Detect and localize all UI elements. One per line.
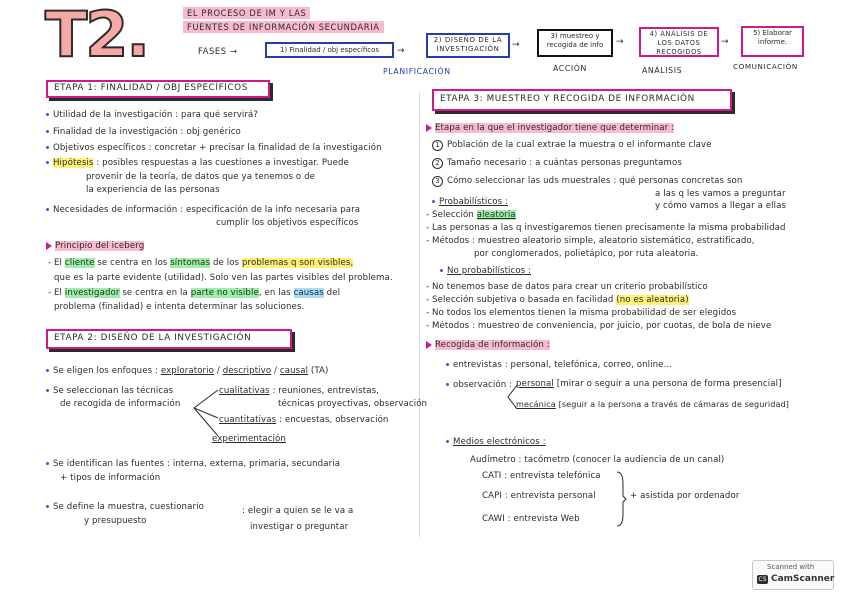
etapa1-hipotesis: Hipótesis : posibles respuestas a las cuestiones a investigar. Puede [46, 158, 349, 168]
etapa3-title: ETAPA 3: MUESTREO Y RECOGIDA DE INFORMACIÓN [432, 89, 732, 111]
etapa1-item-finalidad: Finalidad de la investigación : obj genérico [46, 127, 241, 137]
phase-caption-4: ANÁLISIS [642, 66, 683, 75]
etapa3-determinar: Etapa en la que el investigador tiene que determinar : [426, 123, 674, 133]
tecnica-cuantitativas: cuantitativas : encuestas, observación [219, 415, 389, 425]
prob-line3: - Métodos : muestreo aleatorio simple, aleatorio sistemático, estratificado, [426, 236, 755, 246]
phase-caption-3: ACCIÓN [553, 64, 587, 73]
iceberg-line2: que es la parte evidente (utilidad). Solo ven las partes visibles del problema. [54, 273, 393, 283]
phase-label-1: 1) Finalidad / obj específicos [279, 46, 380, 54]
etapa1-item-utilidad: Utilidad de la investigación : para qué servirá? [46, 110, 258, 120]
etapa2-muestra: Se define la muestra, cuestionario [46, 502, 204, 512]
phase-label-5: 5) Elaborar informe. [753, 29, 792, 46]
phase-box-3 [537, 29, 613, 57]
etapa3-num3: 3 Cómo seleccionar las uds muestrales : qué personas concretas son [432, 176, 742, 187]
noprob-line1: - No tenemos base de datos para crear un criterio probabilístico [426, 282, 708, 292]
noprob-line4: - Métodos : muestreo de conveniencia, por juicio, por cuotas, de bola de nieve [426, 321, 772, 331]
phase-caption-1: PLANIFICACIÓN [383, 67, 451, 76]
etapa2-title: ETAPA 2: DISEÑO DE LA INVESTIGACIÓN [46, 329, 292, 349]
etapa2-fuentes-line2: + tipos de información [60, 473, 161, 483]
phase-box-5 [741, 26, 804, 57]
medios-bracket [615, 470, 627, 528]
etapa2-tecnicas: Se seleccionan las técnicas [46, 386, 173, 396]
observacion-mecanica: mecánica [seguir a la persona a través de cámaras de seguridad] [516, 399, 790, 409]
camscanner-logo-icon: CS [758, 576, 767, 583]
phase-caption-5: COMUNICACIÓN [733, 62, 798, 71]
title-line-2: FUENTES DE INFORMACIÓN SECUNDARIA [183, 21, 384, 33]
camscanner-label: CamScanner [771, 574, 835, 584]
etapa1-necesidades-line2: cumplir los objetivos específicos [216, 218, 359, 228]
phase-box-1 [265, 42, 394, 58]
phase-label-2: 2) DISEÑO DE LA INVESTIGACIÓN [433, 36, 503, 53]
arrow-right-icon [46, 242, 52, 250]
fases-label: FASES → [198, 46, 238, 56]
iceberg-line1: - El cliente se centra en los síntomas de los problemas q son visibles, [48, 258, 354, 268]
scanned-with-label: Scanned with [767, 563, 815, 571]
medios-asistida: + asistida por ordenador [630, 491, 740, 501]
big-title: T2. [45, 0, 148, 71]
etapa3-num1: 1 Población de la cual extrae la muestra o el informante clave [432, 140, 712, 151]
etapa3-num3-line3: y cómo vamos a llegar a ellas [655, 201, 787, 211]
prob-line1: - Selección aleatoria [426, 210, 516, 220]
recogida-observacion: observación : [446, 380, 512, 390]
arrow-icon: → [616, 37, 624, 47]
hipotesis-highlight: Hipótesis [53, 158, 94, 168]
etapa2-tecnicas-line2: de recogida de información [60, 399, 181, 409]
etapa2-fuentes: Se identifican las fuentes : interna, externa, primaria, secundaria [46, 459, 340, 469]
iceberg-title: Principio del iceberg [46, 241, 144, 251]
arrow-icon: → [397, 46, 405, 56]
arrow-icon: → [721, 37, 729, 47]
column-divider [419, 92, 420, 537]
medios-title: Medios electrónicos : [446, 437, 546, 447]
etapa1-hipotesis-line2: provenir de la teoría, de datos que ya tenemos o de [86, 172, 316, 182]
bracket-lines [190, 388, 220, 440]
etapa1-title: ETAPA 1: FINALIDAD / OBJ ESPECÍFICOS [46, 80, 270, 98]
etapa1-item-objetivos: Objetivos específicos : concretar + precisar la finalidad de la investigación [46, 143, 382, 153]
prob-title: Probabilísticos : [432, 197, 508, 207]
prob-line2: - Las personas a las q investigaremos tienen precisamente la misma probabilidad [426, 223, 786, 233]
iceberg-line4: problema (finalidad) e intenta determinar las soluciones. [54, 302, 305, 312]
arrow-icon: → [512, 40, 520, 50]
medios-cati: CATI : entrevista telefónica [482, 471, 601, 481]
camscanner-badge [752, 560, 834, 590]
observacion-personal: personal [mirar o seguir a una persona de forma presencial] [516, 379, 782, 389]
etapa1-hipotesis-line3: la experiencia de las personas [86, 185, 220, 195]
etapa3-num2: 2 Tamaño necesario : a cuántas personas preguntamos [432, 158, 682, 169]
noprob-title: No probabilísticos : [440, 266, 531, 276]
etapa2-enfoques: Se eligen los enfoques : exploratorio / descriptivo / causal (TA) [46, 366, 328, 376]
etapa2-muestra-right2: investigar o preguntar [250, 522, 349, 532]
etapa1-necesidades: Necesidades de información : especificación de la info necesaria para [46, 205, 360, 215]
phase-label-4: 4) ANÁLISIS DE LOS DATOS RECOGIDOS [649, 30, 709, 56]
recogida-entrevistas: entrevistas : personal, telefónica, correo, online... [446, 360, 672, 370]
etapa2-muestra-line2: y presupuesto [84, 516, 147, 526]
recogida-title: Recogida de información : [426, 340, 550, 350]
arrow-right-icon [426, 124, 432, 132]
prob-line4: por conglomerados, polietápico, por ruta aleatoria. [474, 249, 699, 259]
noprob-line3: - No todos los elementos tienen la misma probabilidad de ser elegidos [426, 308, 737, 318]
tecnica-experimentacion: experimentación [212, 434, 286, 444]
phase-box-4 [639, 27, 719, 57]
medios-audimetro: Audímetro : tacómetro (conocer la audiencia de un canal) [470, 455, 725, 465]
tecnica-cualitativas-line2: técnicas proyectivas, observación [278, 399, 428, 409]
phase-label-3: 3) muestreo y recogida de info [546, 32, 604, 49]
tecnica-cualitativas: cualitativas : reuniones, entrevistas, [219, 386, 379, 396]
medios-cawi: CAWI : entrevista Web [482, 514, 580, 524]
iceberg-line3: - El investigador se centra en la parte no visible, en las causas del [48, 288, 341, 298]
etapa3-num3-line2: a las q les vamos a preguntar [655, 189, 786, 199]
etapa2-muestra-right1: : elegir a quien se le va a [242, 506, 354, 516]
medios-capi: CAPI : entrevista personal [482, 491, 596, 501]
noprob-line2: - Selección subjetiva o basada en facilidad (no es aleatoria) [426, 295, 689, 305]
phase-box-2 [426, 33, 510, 58]
arrow-right-icon [426, 341, 432, 349]
title-line-1: EL PROCESO DE IM Y LAS [183, 7, 310, 19]
